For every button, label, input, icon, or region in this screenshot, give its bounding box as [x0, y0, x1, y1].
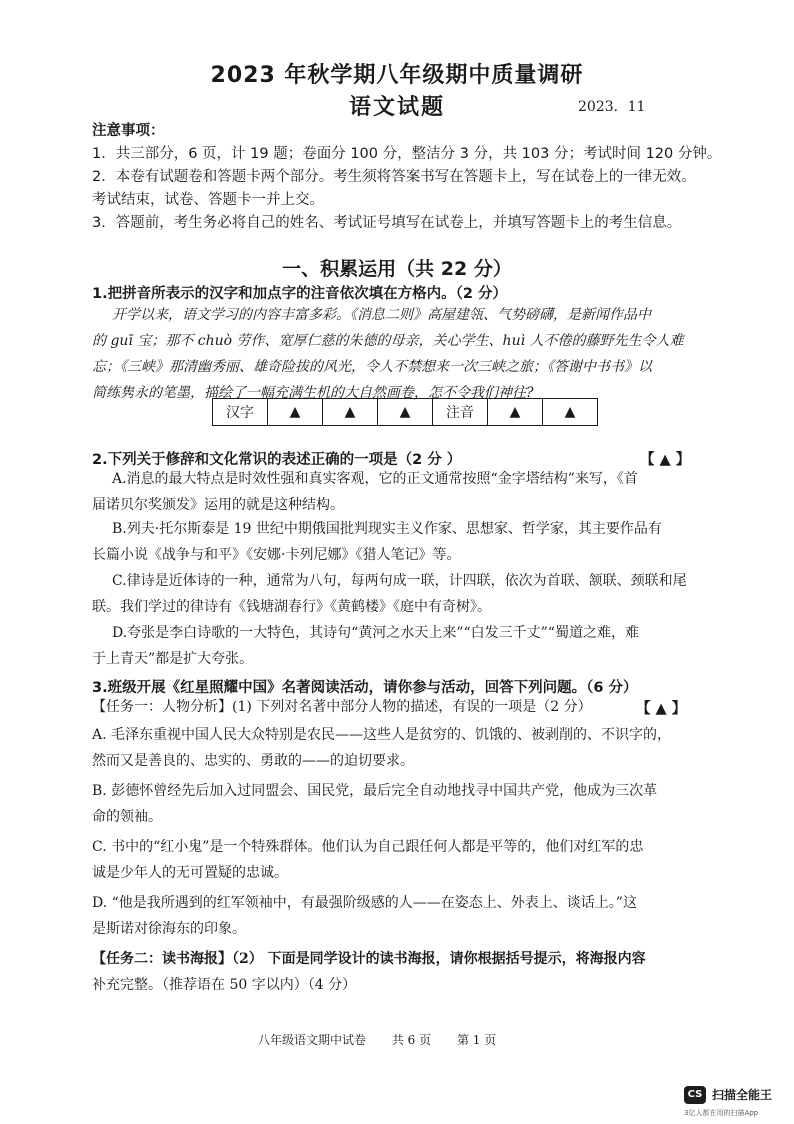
- answer-cell: ▲: [323, 399, 378, 426]
- footer-page-number: 第 1 页: [456, 1033, 497, 1047]
- question-3-option-b: B. 彭德怀曾经先后加入过同盟会、国民党，最后完全自动地找寻中国共产党，他成为三次革: [92, 783, 658, 799]
- question-2-option-b: B.列夫·托尔斯泰是 19 世纪中期俄国批判现实主义作家、思想家、哲学家，其主要作品有: [112, 521, 662, 537]
- question-3-option-d: D. “他是我所遇到的红军领袖中，有最强阶级感的人——在姿态上、外表上、谈话上。”这: [92, 895, 637, 911]
- answer-table-label-hanzi: 汉字: [213, 399, 268, 426]
- answer-cell: ▲: [378, 399, 433, 426]
- question-2-option-a-cont: 届诺贝尔奖颁发》运用的就是这种结构。: [92, 497, 344, 513]
- question-2-option-b-cont: 长篇小说《战争与和平》《安娜·卡列尼娜》《猎人笔记》等。: [92, 547, 461, 563]
- question-3-option-b-cont: 命的领袖。: [92, 809, 162, 825]
- question-2-option-a: A.消息的最大特点是时效性强和真实客观，它的正文通常按照“金字塔结构”来写，《首: [112, 471, 638, 487]
- scanner-app-name: 扫描全能王: [712, 1088, 773, 1102]
- question-3-option-a: A. 毛泽东重视中国人民大众特别是农民——这些人是贫穷的、饥饿的、被剥削的、不识字的，: [92, 727, 672, 743]
- question-3-option-c: C. 书中的“红小鬼”是一个特殊群体。他们认为自己跟任何人都是平等的，他们对红军的忠: [92, 839, 644, 855]
- scanner-tagline: 3亿人都在用的扫描App: [684, 1109, 759, 1117]
- question-1-line: 忘；《三峡》那清幽秀丽、雄奇险拔的风光，令人不禁想来一次三峡之旅；《答谢中书书》以: [92, 359, 652, 375]
- question-2-stem: 2.下列关于修辞和文化常识的表述正确的一项是（2 分 ）: [92, 452, 462, 468]
- question-3-task-2-cont: 补充完整。（推荐语在 50 字以内）（4 分）: [92, 977, 357, 993]
- question-1-line: 开学以来，语文学习的内容丰富多彩。《消息二则》高屋建瓴、气势磅礴，是新闻作品中: [112, 307, 651, 323]
- question-3-stem: 3.班级开展《红星照耀中国》名著阅读活动，请你参与活动，回答下列问题。（6 分）: [92, 680, 638, 696]
- question-3-task-2: 【任务二：读书海报】（2） 下面是同学设计的读书海报，请你根据括号提示，将海报内容: [92, 951, 646, 967]
- question-3-option-c-cont: 诚是少年人的无可置疑的忠诚。: [92, 865, 288, 881]
- question-1-stem: 1.把拼音所表示的汉字和加点字的注音依次填在方格内。（2 分）: [92, 286, 507, 302]
- question-2-option-c: C.律诗是近体诗的一种，通常为八句，每两句成一联，计四联，依次为首联、颔联、颈联和尾: [112, 573, 687, 589]
- exam-subtitle: 语文试题: [348, 95, 445, 120]
- notice-item-2-cont: 考试结束，试卷、答题卡一并上交。: [92, 192, 324, 208]
- question-2-option-d-cont: 于上青天”都是扩大夸张。: [92, 651, 254, 667]
- question-3-answer-bracket: 【 ▲ 】: [636, 701, 687, 717]
- answer-cell: ▲: [488, 399, 543, 426]
- question-2-answer-bracket: 【 ▲ 】: [640, 452, 691, 468]
- question-2-option-d: D.夸张是李白诗歌的一大特色，其诗句“黄河之水天上来”“白发三千丈”“蜀道之难，难: [112, 625, 639, 641]
- answer-table: [212, 398, 598, 426]
- question-1-line: 简练隽永的笔墨，描绘了一幅充满生机的大自然画卷，怎不令我们神往?: [92, 385, 534, 401]
- question-3-option-a-cont: 然而又是善良的、忠实的、勇敢的——的迫切要求。: [92, 753, 414, 769]
- footer-total-pages: 共 6 页: [391, 1033, 432, 1047]
- question-2-option-c-cont: 联。我们学过的律诗有《钱塘湖春行》《黄鹤楼》《庭中有奇树》。: [92, 599, 491, 615]
- page-footer: [258, 1031, 518, 1048]
- answer-table-label-zhuyin: 注音: [433, 399, 488, 426]
- section-heading: 一、积累运用（共 22 分）: [282, 258, 512, 280]
- camscanner-logo-icon: CS: [684, 1086, 706, 1104]
- notice-item-1: 1．共三部分，6 页，计 19 题；卷面分 100 分，整洁分 3 分，共 103 分；考试时间 120 分钟。: [92, 146, 722, 162]
- notice-heading: 注意事项：: [92, 123, 165, 139]
- scanner-watermark: [684, 1084, 794, 1124]
- question-3-option-d-cont: 是斯诺对徐海东的印象。: [92, 921, 246, 937]
- exam-title: 2023 年秋学期八年级期中质量调研: [210, 63, 584, 88]
- question-1-line: 的 guī 宝；那不 chuò 劳作、宽厚仁慈的朱德的母亲，关心学生、huì 人不倦的藤野先生令人难: [92, 333, 684, 349]
- footer-paper-name: 八年级语文期中试卷: [258, 1033, 367, 1047]
- answer-cell: ▲: [268, 399, 323, 426]
- answer-cell: ▲: [543, 399, 598, 426]
- question-3-task-1: 【任务一：人物分析】(1) 下列对名著中部分人物的描述，有误的一项是（2 分）: [92, 699, 592, 715]
- notice-item-3: 3．答题前，考生务必将自己的姓名、考试证号填写在试卷上，并填写答题卡上的考生信息。: [92, 215, 682, 231]
- notice-item-2: 2．本卷有试题卷和答题卡两个部分。考生须将答案书写在答题卡上，写在试卷上的一律无效。: [92, 169, 696, 185]
- exam-date: 2023．11: [578, 99, 646, 115]
